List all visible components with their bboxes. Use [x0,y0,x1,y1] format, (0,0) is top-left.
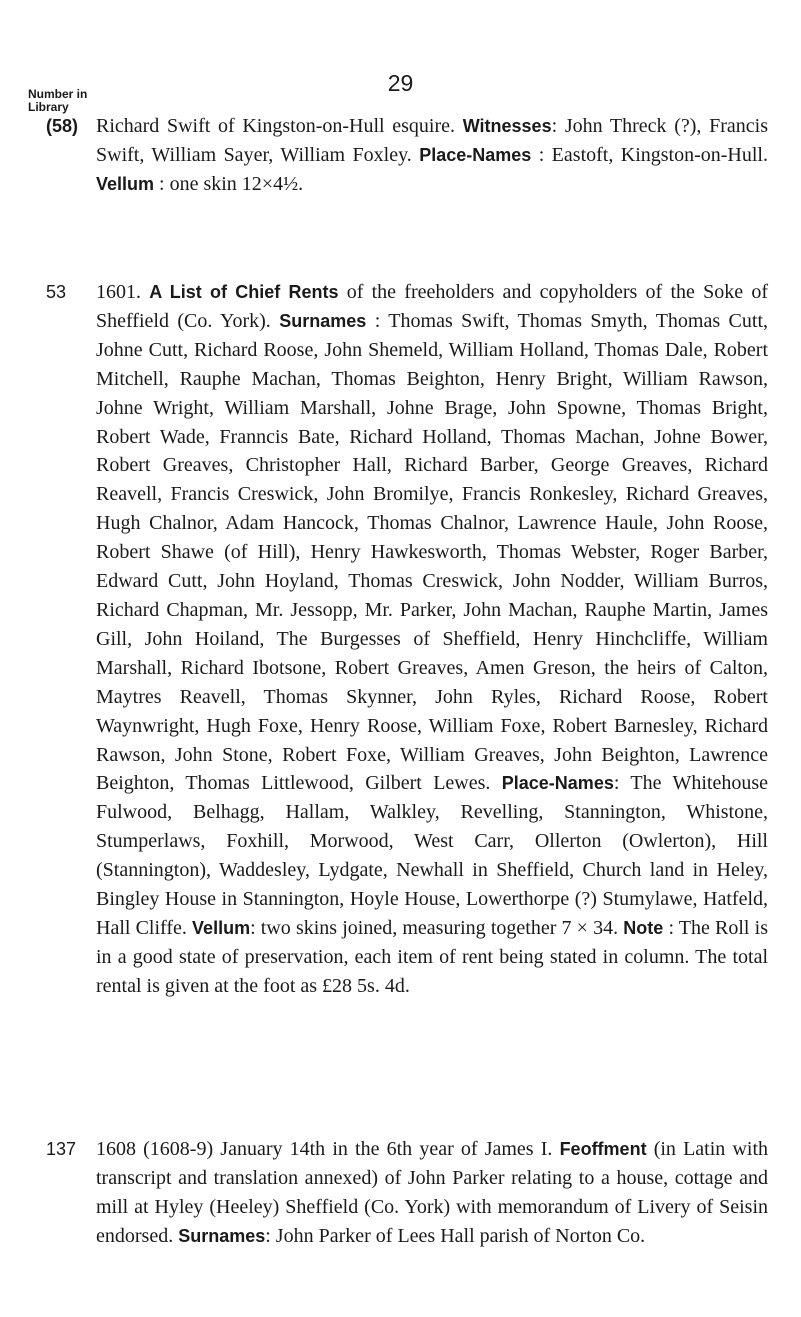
text-segment: : one skin 12×4½. [154,172,304,195]
text-segment: : two skins joined, measuring together 7 × 34. [250,916,624,939]
entry-number: 53 [46,282,67,302]
keyword-surnames: Surnames [178,1225,266,1246]
header-label [28,88,87,114]
entry-number: (58) [46,116,79,136]
text-segment: : The Whitehouse Fulwood, Belhagg, Hallam, Walkley, Revelling, Stannington, Whistone, Stumperlaws, Foxhill, Morwood, West Carr, Ollerton (Owlerton), Hill (Stannington), Waddesley, Lydgate, Newhall in Sheffield, Church land in Heley, Bingley House in Stannington, Hoyle House, Lowerthorpe (?) Stumylawe, Hatfeld, Hall Cliffe. [96,772,768,939]
keyword-place-names: Place-Names [501,773,614,794]
keyword-place-names: Place-Names [419,144,532,165]
keyword-vellum: Vellum [96,173,155,194]
text-segment: : Eastoft, Kingston-on-Hull. [531,143,768,166]
text-segment: 1608 (1608-9) January 14th in the 6th year of James I. [96,1138,560,1160]
text-segment: (in Latin with transcript and translation annexed) of John Parker relating to a house, cottage and mill at Hyley (Heeley) Sheffield (Co. York) with memorandum of Livery of Seisin endorsed. [96,1138,768,1247]
keyword-note: Note [623,917,664,938]
entry-text [96,1135,768,1251]
entry-text [96,278,768,1001]
entry-number: 137 [46,1139,77,1159]
entry-text [96,112,768,199]
header-label-line1: Number in [28,87,88,101]
keyword-surnames: Surnames [279,310,367,331]
keyword-witnesses: Witnesses [462,116,552,136]
text-segment: : John Parker of Lees Hall parish of Norton Co. [265,1224,646,1247]
text-segment: : Thomas Swift, Thomas Smyth, Thomas Cutt, Johne Cutt, Richard Roose, John Shemeld, William Holland, Thomas Dale, Robert Mitchell, Rauphe Machan, Thomas Beighton, Henry Bright, William Rawson, Johne Wright, William Marshall, Johne Brage, John Spowne, Thomas Bright, Robert Wade, Franncis Bate, Richard Holland, Thomas Machan, Johne Bower, Robert Greaves, Christopher Hall, Richard Barber, George Greaves, Richard Reavell, Francis Creswick, John Bromilye, Francis Ronkesley, Richard Greaves, Hugh Chalnor, Adam Hancock, Thomas Chalnor, Lawrence Haule, John Roose, Robert Shawe (of Hill), Henry Hawkesworth, Thomas Webster, Roger Barber, Edward Cutt, John Hoyland, Thomas Creswick, John Nodder, William Burros, Richard Chapman, Mr. Jessopp, Mr. Parker, John Machan, Rauphe Martin, James Gill, John Hoiland, The Burgesses of Sheffield, Henry Hinchcliffe, William Marshall, Richard Ibotsone, Robert Greaves, Amen Greson, the heirs of Calton, Maytres Reavell, Thomas Skynner, John Ryles, Richard Roose, Robert Waynwright, Hugh Foxe, Henry Roose, William Foxe, Robert Barnesley, Richard Rawson, John Stone, Robert Foxe, William Greaves, John Beighton, Lawrence Beighton, Thomas Littlewood, Gilbert Lewes. [96,309,769,795]
text-segment: : John Threck (?), Francis Swift, William Sayer, William Foxley. [96,115,768,166]
text-segment: 1601. [96,281,150,303]
keyword-list-of-chief-rents: A List of Chief Rents [149,282,339,302]
page-number: 29 [387,70,414,96]
header-label-line2: Library [28,100,69,114]
text-segment: : The Roll is in a good state of preservation, each item of rent being stated in column. The total rental is given at the foot as £28 5s. 4d. [96,916,768,997]
text-segment: of the freeholders and copyholders of the Soke of Sheffield (Co. York). [96,281,768,332]
text-segment: Richard Swift of Kingston-on-Hull esquire. [96,115,463,137]
keyword-feoffment: Feoffment [559,1139,647,1159]
keyword-vellum: Vellum [192,917,251,938]
